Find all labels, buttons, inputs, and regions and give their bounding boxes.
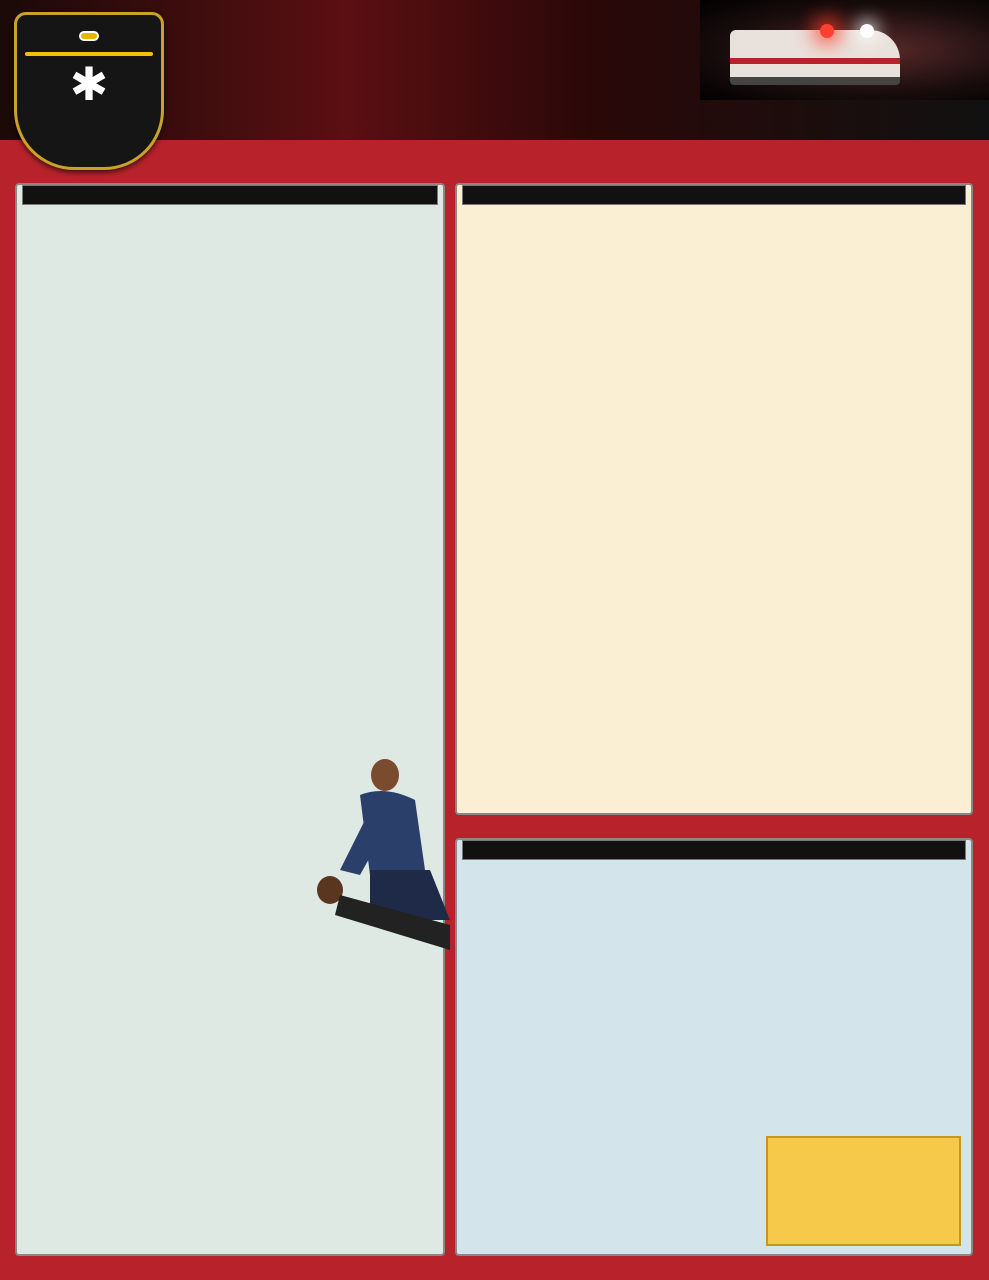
patient-assessment-panel <box>15 183 445 1256</box>
ambulance-photo <box>700 0 989 100</box>
medical-legal-panel <box>455 183 973 815</box>
panel-title <box>462 840 966 860</box>
panel-title <box>22 185 438 205</box>
communications-panel <box>455 838 973 1256</box>
patient-assessment-list <box>17 205 443 209</box>
chatt-box <box>766 1136 961 1246</box>
quickstudy-logo <box>14 12 164 170</box>
panel-title <box>462 185 966 205</box>
cpr-photo <box>300 750 460 960</box>
communications-list <box>457 860 971 864</box>
star-of-life-icon: ✱ <box>69 59 109 110</box>
